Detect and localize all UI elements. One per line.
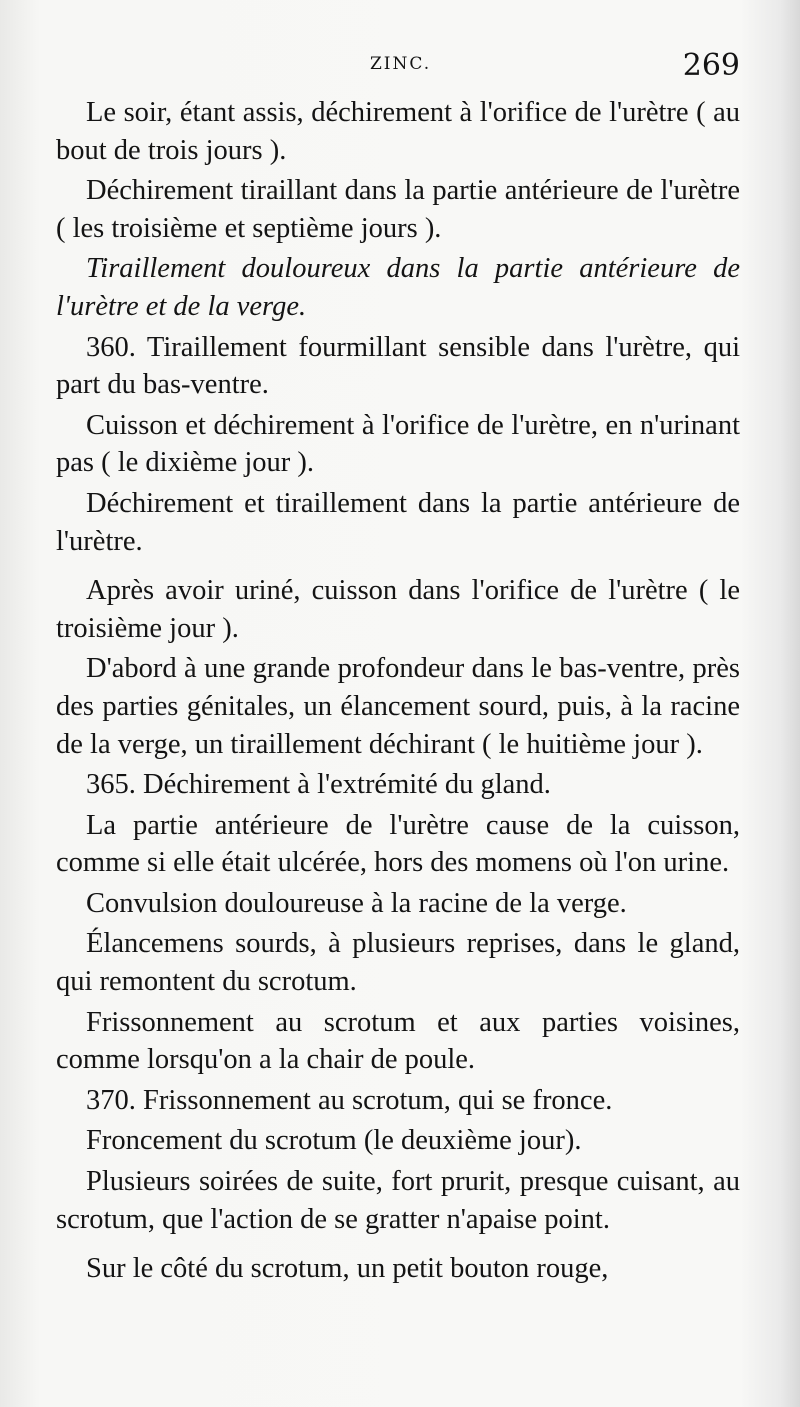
italic-heading: Tiraillement douloureux dans la partie antérieure de l'urètre et de la verge. xyxy=(56,253,740,322)
paragraph: Le soir, étant assis, déchirement à l'orifice de l'urètre ( au bout de trois jours ). xyxy=(56,97,740,166)
paragraph: La partie antérieure de l'urètre cause de la cuisson, comme si elle était ulcérée, hors des momens où l'on urine. xyxy=(56,809,740,879)
paragraph: Après avoir uriné, cuisson dans l'orifice de l'urètre ( le troisième jour ). xyxy=(56,575,740,644)
body-text xyxy=(56,94,740,1291)
running-head: ZINC. xyxy=(370,54,432,74)
paragraph: 365. Déchirement à l'extrémité du gland. xyxy=(86,769,551,801)
paragraph: 370. Frissonnement au scrotum, qui se fronce. xyxy=(86,1084,613,1116)
page-number: 269 xyxy=(682,48,740,83)
paragraph: Frissonnement au scrotum et aux parties voisines, comme lorsqu'on a la chair de poule. xyxy=(56,1006,740,1076)
paragraph: Déchirement tiraillant dans la partie antérieure de l'urètre ( les troisième et septième jours ). xyxy=(56,175,740,244)
paragraph: Déchirement et tiraillement dans la partie antérieure de l'urètre. xyxy=(56,487,740,557)
page-header xyxy=(60,48,750,88)
paragraph: Froncement du scrotum (le deuxième jour). xyxy=(86,1125,582,1157)
paragraph: Élancemens sourds, à plusieurs reprises, dans le gland, qui remontent du scrotum. xyxy=(56,928,740,998)
paragraph: 360. Tiraillement fourmillant sensible dans l'urètre, qui part du bas-ventre. xyxy=(56,331,740,401)
paragraph: Convulsion douloureuse à la racine de la verge. xyxy=(86,887,627,919)
paragraph: Sur le côté du scrotum, un petit bouton rouge, xyxy=(86,1253,609,1285)
paragraph: D'abord à une grande profondeur dans le bas-ventre, près des parties génitales, un élancement sourd, puis, à la racine de la verge, un tiraillement déchirant ( le huitième jour ). xyxy=(56,653,740,760)
paragraph: Cuisson et déchirement à l'orifice de l'urètre, en n'urinant pas ( le dixième jour ). xyxy=(56,409,740,479)
paragraph: Plusieurs soirées de suite, fort prurit, presque cuisant, au scrotum, que l'action de se gratter n'apaise point. xyxy=(56,1166,740,1235)
